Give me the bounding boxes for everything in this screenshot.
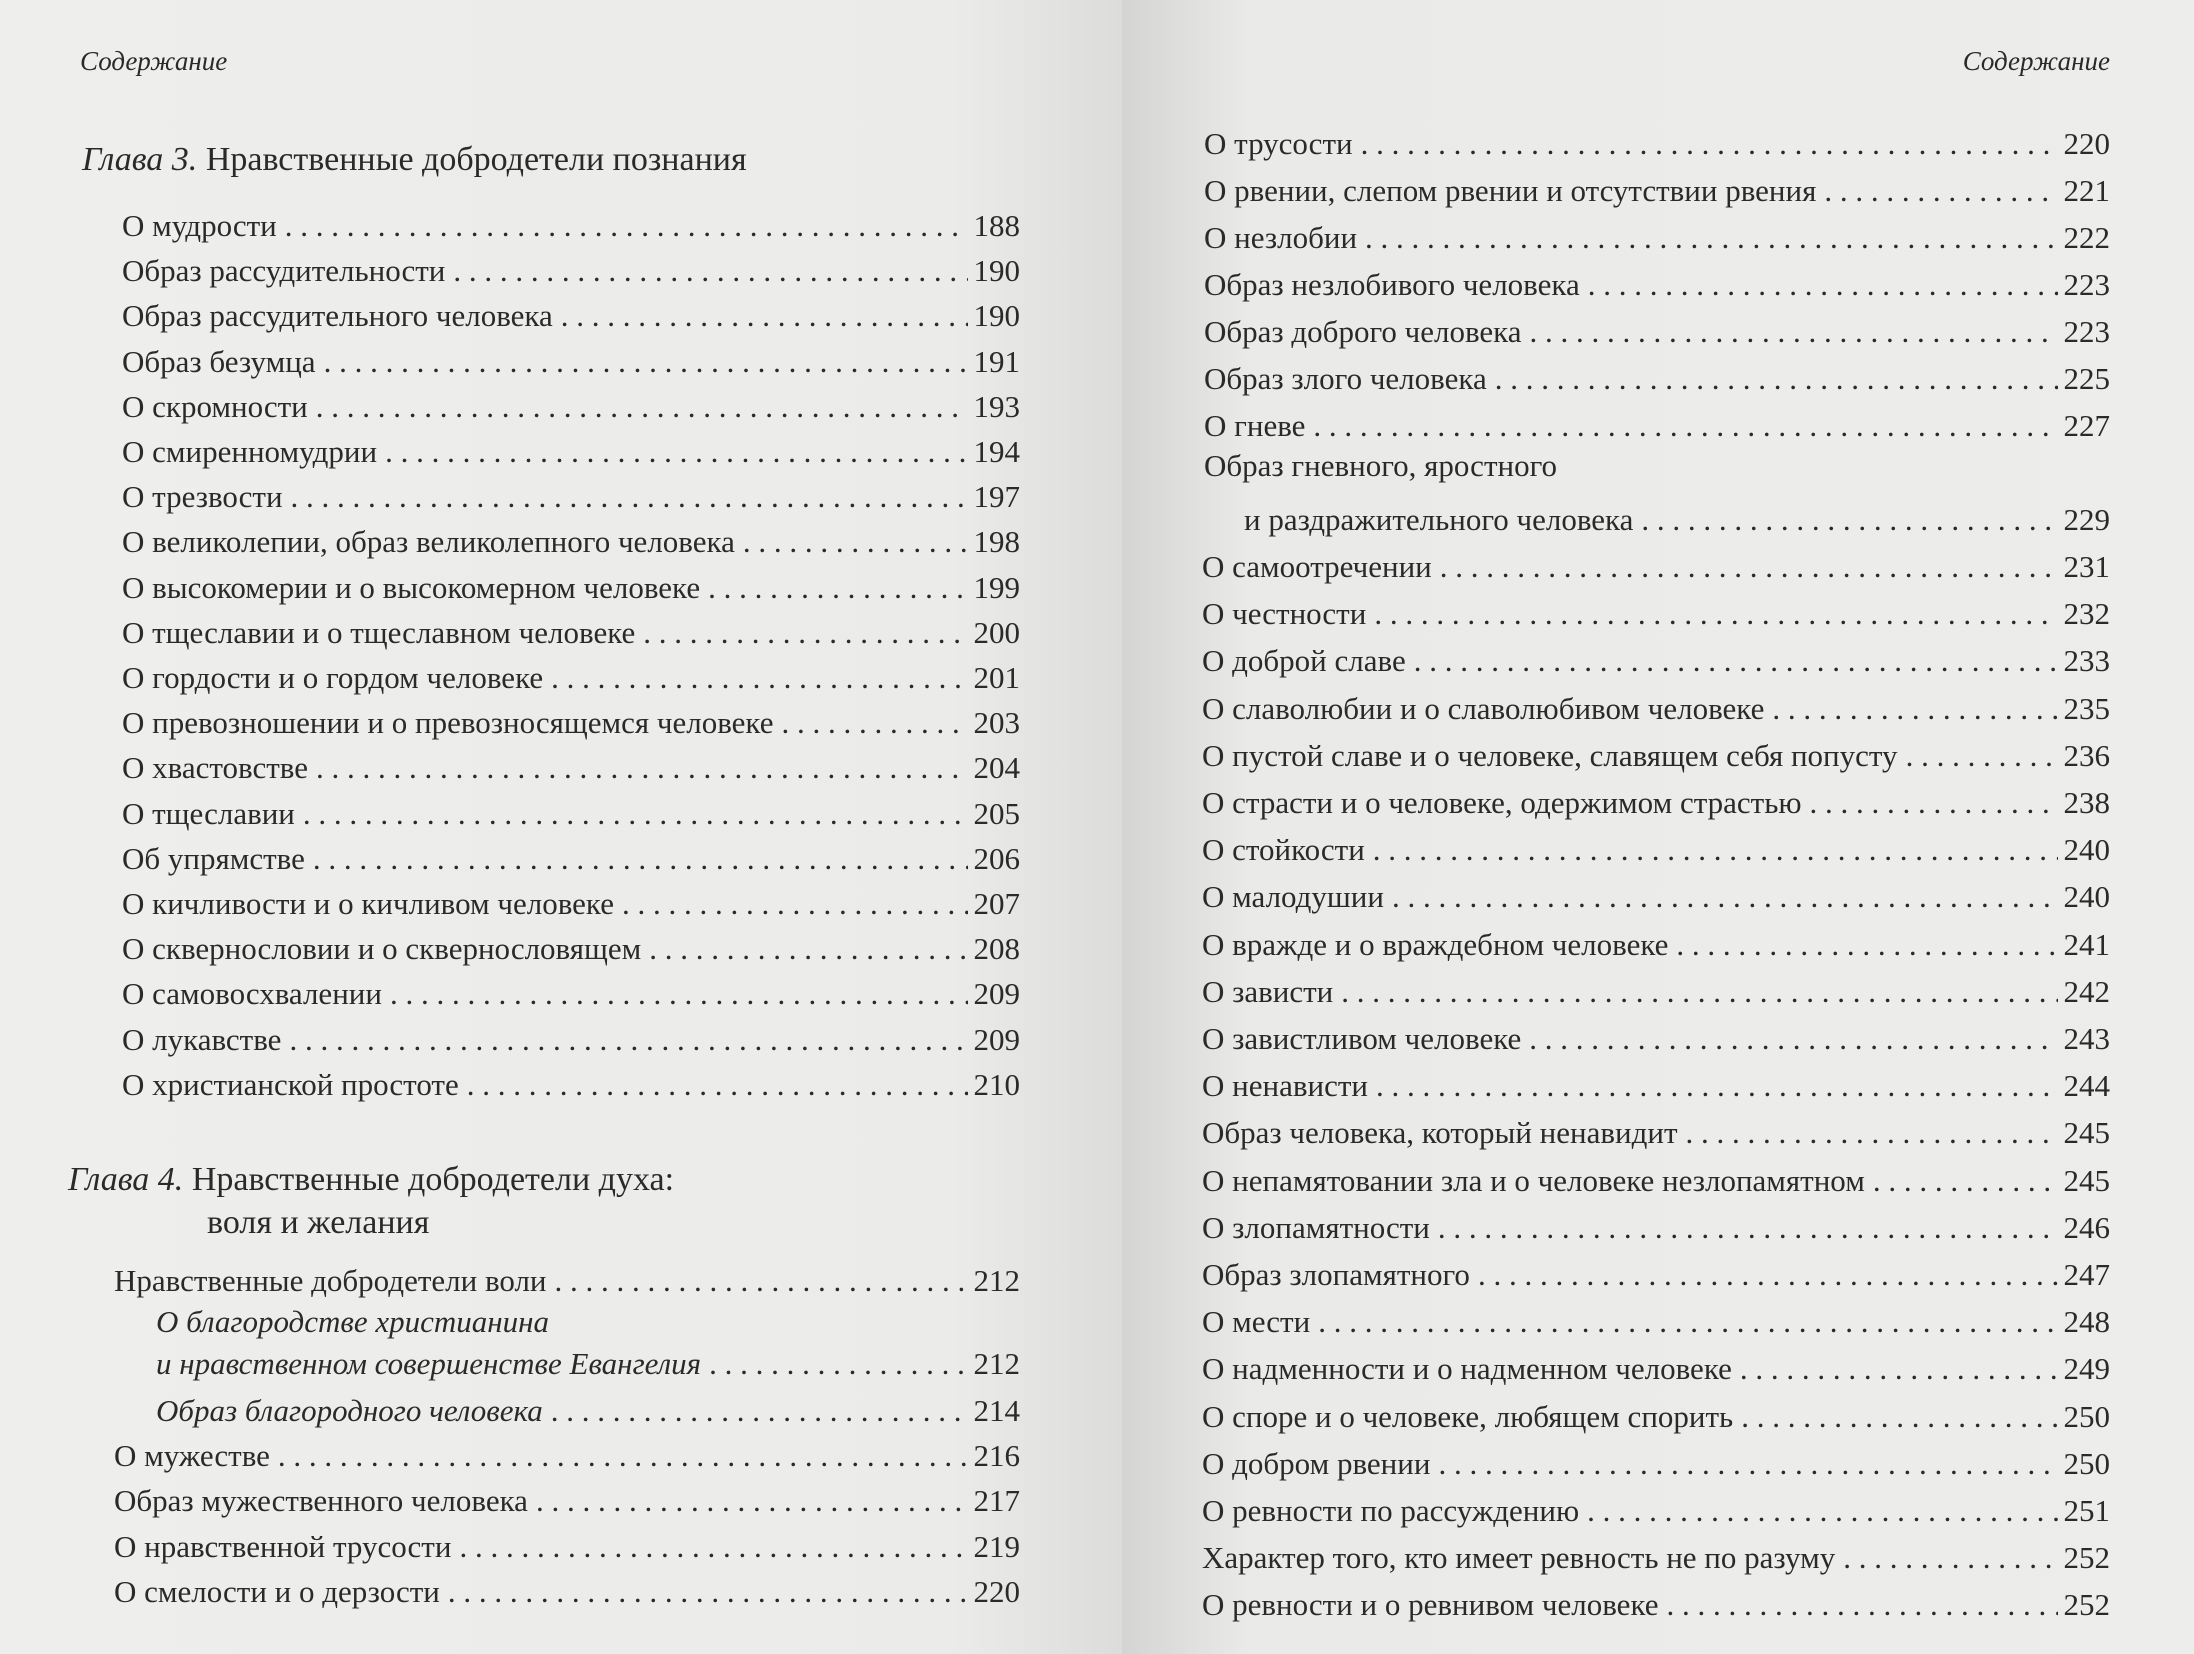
- toc-entry: [122, 471, 1020, 515]
- entry-title: О гордости и о гордом человеке: [122, 660, 544, 695]
- leader-dots: [1740, 1351, 2058, 1387]
- entry-title: Образ мужественного человека: [114, 1483, 528, 1519]
- toc-entry: [122, 788, 1020, 832]
- toc-entry: [1204, 306, 2110, 350]
- leader-dots: [316, 750, 968, 786]
- entry-title: Образ безумца: [122, 343, 316, 379]
- toc-entry: [1202, 1532, 2110, 1576]
- leader-dots: [1641, 502, 2057, 538]
- toc-entry: [156, 1338, 1020, 1382]
- page-number: 206: [973, 840, 1020, 876]
- entry-title-line-1: О благородстве христианина: [156, 1304, 549, 1339]
- entry-title: Образ доброго человека: [1204, 314, 1522, 349]
- entry-title: и нравственном совершенстве Евангелия: [156, 1346, 702, 1381]
- toc-entry: [1204, 212, 2110, 256]
- entry-title: О самовосхвалении: [122, 976, 382, 1012]
- page-number: 244: [2063, 1068, 2110, 1104]
- toc-entry: [122, 878, 1020, 922]
- entry-title: О малодушии: [1202, 879, 1384, 915]
- page-number: 191: [973, 343, 1020, 379]
- page-number: 225: [2063, 361, 2110, 396]
- leader-dots: [551, 1393, 968, 1429]
- leader-dots: [467, 1067, 968, 1103]
- entry-title: О великолепии, образ великолепного человека: [122, 524, 735, 560]
- page-number: 193: [973, 388, 1020, 424]
- leader-dots: [1495, 361, 2058, 397]
- entry-title: О сквернословии и о сквернословящем: [122, 931, 642, 967]
- page-number: 209: [973, 976, 1020, 1012]
- entry-title: О страсти и о человеке, одержимом страстью: [1202, 785, 1802, 820]
- chapter-3-heading: [82, 136, 747, 184]
- entry-title: О христианской простоте: [122, 1066, 459, 1102]
- toc-entry: [122, 1014, 1020, 1058]
- right-page: [1122, 0, 2194, 1654]
- entry-title: О самоотречении: [1202, 549, 1432, 584]
- page-number: 252: [2063, 1540, 2110, 1576]
- toc-entry: [122, 652, 1020, 696]
- toc-entry: [1202, 777, 2110, 821]
- toc-entry: [122, 426, 1020, 470]
- toc-entry: [122, 516, 1020, 560]
- leader-dots: [1824, 173, 2057, 209]
- chapter-number: Глава 4.: [68, 1161, 184, 1198]
- entry-title: О тщеславии и о тщеславном человеке: [122, 614, 636, 650]
- entry-title: О пустой славе и о человеке, славящем себя попусту: [1202, 737, 1898, 773]
- page-number: 207: [973, 886, 1020, 921]
- page-number: 236: [2063, 737, 2110, 773]
- page-number: 220: [973, 1573, 1020, 1609]
- toc-entry: [1202, 1060, 2110, 1104]
- entry-title: О добром рвении: [1202, 1445, 1431, 1481]
- leader-dots: [555, 1263, 968, 1299]
- toc-entry: [1202, 1107, 2110, 1151]
- page-number: 241: [2063, 926, 2110, 962]
- entry-title: О рвении, слепом рвении и отсутствии рвения: [1204, 173, 1817, 208]
- page-number: 231: [2063, 549, 2110, 584]
- entry-title: Образ благородного человека: [156, 1393, 543, 1428]
- leader-dots: [561, 298, 968, 334]
- entry-title-line-1: Образ гневного, яростного: [1204, 448, 1558, 483]
- entry-title: Образ рассудительного человека: [122, 298, 553, 334]
- toc-entry: [122, 607, 1020, 651]
- page-number: 250: [2063, 1398, 2110, 1434]
- page-number: 221: [2063, 173, 2110, 208]
- page-number: 233: [2063, 643, 2110, 679]
- page-number: 245: [2063, 1162, 2110, 1198]
- toc-entry: [114, 1475, 1020, 1519]
- entry-title: О злопамятности: [1202, 1209, 1430, 1245]
- page-number: 246: [2063, 1209, 2110, 1245]
- page-number: 208: [973, 931, 1020, 967]
- entry-title: О скромности: [122, 388, 308, 424]
- entry-title: О стойкости: [1202, 832, 1365, 868]
- page-number: 240: [2063, 879, 2110, 915]
- entry-title: О споре и о человеке, любящем спорить: [1202, 1398, 1734, 1434]
- leader-dots: [385, 434, 967, 470]
- page-number: 248: [2063, 1304, 2110, 1340]
- page-number: 200: [973, 614, 1020, 650]
- toc-entry: [122, 381, 1020, 425]
- entry-title: О ревности по рассуждению: [1202, 1493, 1580, 1528]
- page-number: 203: [973, 705, 1020, 741]
- toc-entry: [122, 336, 1020, 380]
- leader-dots: [1588, 267, 2058, 303]
- toc-entry: [114, 1566, 1020, 1610]
- page-number: 217: [973, 1483, 1020, 1519]
- toc-entry: [122, 200, 1020, 244]
- leader-dots: [1772, 691, 2057, 727]
- leader-dots: [448, 1574, 968, 1610]
- page-number: 190: [973, 253, 1020, 289]
- leader-dots: [1686, 1115, 2058, 1151]
- entry-title: О завистливом человеке: [1202, 1021, 1522, 1056]
- leader-dots: [1440, 549, 2058, 585]
- page-number: 247: [2063, 1257, 2110, 1292]
- leader-dots: [1873, 1163, 2058, 1199]
- toc-entry: [1202, 1579, 2110, 1623]
- entry-title: О честности: [1202, 596, 1367, 632]
- toc-entry: [122, 968, 1020, 1012]
- leader-dots: [708, 570, 967, 606]
- page-number: 212: [973, 1346, 1020, 1381]
- toc-entry: [122, 245, 1020, 289]
- leader-dots: [303, 796, 968, 832]
- toc-entry: [114, 1521, 1020, 1565]
- entry-title: О непамятовании зла и о человеке незлопамятном: [1202, 1162, 1865, 1198]
- page-number: 197: [973, 479, 1020, 515]
- toc-entry: [122, 562, 1020, 606]
- toc-entry: [1202, 1249, 2110, 1293]
- entry-title: Образ рассудительности: [122, 253, 446, 289]
- toc-entry: [114, 1430, 1020, 1474]
- page-number: 209: [973, 1021, 1020, 1057]
- toc-entry: [1202, 1485, 2110, 1529]
- entry-title: Характер того, кто имеет ревность не по разуму: [1202, 1540, 1836, 1576]
- entry-title: О лукавстве: [122, 1021, 282, 1057]
- toc-entry: [1202, 1202, 2110, 1246]
- toc-entry: [1202, 541, 2110, 585]
- toc-entry: [1204, 165, 2110, 209]
- leader-dots: [1318, 1304, 2057, 1340]
- page-number: 199: [973, 569, 1020, 605]
- entry-title: О смиренномудрии: [122, 434, 378, 469]
- leader-dots: [1361, 126, 2058, 162]
- leader-dots: [622, 886, 968, 922]
- leader-dots: [1529, 1021, 2057, 1057]
- toc-entry: [1204, 259, 2110, 303]
- leader-dots: [1906, 738, 2058, 774]
- leader-dots: [1587, 1493, 2057, 1529]
- entry-title: О незлобии: [1204, 220, 1358, 255]
- entry-title: О мести: [1202, 1304, 1311, 1340]
- leader-dots: [551, 660, 967, 696]
- toc-entry: [1202, 635, 2110, 679]
- toc-entry: [1202, 871, 2110, 915]
- page-number: 251: [2063, 1493, 2110, 1528]
- toc-entry: [122, 742, 1020, 786]
- page-number: 238: [2063, 785, 2110, 820]
- toc-entry: [1202, 1155, 2110, 1199]
- leader-dots: [1392, 879, 2058, 915]
- leader-dots: [743, 524, 968, 560]
- toc-entry: [1202, 1438, 2110, 1482]
- entry-title: О мужестве: [114, 1438, 270, 1473]
- page-number: 232: [2063, 596, 2110, 632]
- page-number: 229: [2063, 502, 2110, 537]
- entry-title: О зависти: [1202, 973, 1334, 1009]
- entry-title: О доброй славе: [1202, 643, 1406, 679]
- leader-dots: [1843, 1540, 2057, 1576]
- entry-title: О гневе: [1204, 408, 1306, 443]
- chapter-title: Нравственные добродетели познания: [205, 141, 747, 178]
- entry-title: О высокомерии и о высокомерном человеке: [122, 569, 701, 605]
- entry-title: Образ злого человека: [1204, 361, 1487, 396]
- leader-dots: [289, 1022, 967, 1058]
- toc-entry: [114, 1255, 1020, 1299]
- entry-title: Нравственные добродетели воли: [114, 1263, 547, 1298]
- page-number: 249: [2063, 1351, 2110, 1387]
- entry-title: и раздражительного человека: [1244, 502, 1634, 537]
- toc-entry: [1202, 966, 2110, 1010]
- leader-dots: [536, 1483, 968, 1519]
- page-number: 223: [2063, 314, 2110, 349]
- leader-dots: [453, 253, 967, 289]
- toc-entry: [1202, 683, 2110, 727]
- entry-title: О ненависти: [1202, 1068, 1368, 1104]
- chapter-title: Нравственные добродетели духа:: [191, 1161, 675, 1198]
- page-number: 223: [2063, 267, 2110, 302]
- page-number: 222: [2063, 220, 2110, 255]
- leader-dots: [1530, 314, 2058, 350]
- leader-dots: [1313, 408, 2057, 444]
- leader-dots: [1376, 1068, 2058, 1104]
- toc-entry: [1202, 1391, 2110, 1435]
- toc-entry: [1202, 1343, 2110, 1387]
- toc-entry: [1202, 1296, 2110, 1340]
- toc-entry: [122, 833, 1020, 877]
- entry-title: О вражде и о враждебном человеке: [1202, 926, 1669, 962]
- page-number: 227: [2063, 408, 2110, 443]
- entry-title: О мудрости: [122, 208, 277, 243]
- toc-entry: [1204, 353, 2110, 397]
- entry-title: О трусости: [1204, 126, 1353, 161]
- leader-dots: [1414, 643, 2058, 679]
- page-number: 188: [973, 208, 1020, 243]
- leader-dots: [278, 1438, 968, 1474]
- toc-entry: [122, 923, 1020, 967]
- leader-dots: [285, 208, 968, 244]
- page-number: 205: [973, 795, 1020, 831]
- entry-title: Образ злопамятного: [1202, 1257, 1470, 1292]
- page-number: 243: [2063, 1021, 2110, 1056]
- leader-dots: [1438, 1210, 2058, 1246]
- page-number: 216: [973, 1438, 1020, 1473]
- page-number: 220: [2063, 126, 2110, 161]
- entry-title: О хвастовстве: [122, 750, 308, 786]
- leader-dots: [313, 841, 968, 877]
- leader-dots: [291, 479, 968, 515]
- toc-entry: [1202, 1013, 2110, 1057]
- page-number: 190: [973, 298, 1020, 334]
- chapter-4-heading: [68, 1156, 674, 1204]
- page-number: 245: [2063, 1115, 2110, 1151]
- leader-dots: [649, 931, 967, 967]
- page-number: 198: [973, 524, 1020, 560]
- entry-title: О трезвости: [122, 479, 283, 515]
- toc-entry: [1202, 919, 2110, 963]
- entry-title: О тщеславии: [122, 795, 295, 831]
- running-header: Содержание: [80, 46, 228, 76]
- running-header: Содержание: [1962, 46, 2110, 76]
- toc-entry: [122, 697, 1020, 741]
- chapter-number: Глава 3.: [82, 141, 198, 178]
- page-number: 252: [2063, 1587, 2110, 1623]
- entry-title: О превозношении и о превозносящемся человеке: [122, 705, 774, 741]
- page-number: 250: [2063, 1445, 2110, 1481]
- leader-dots: [1373, 832, 2058, 868]
- toc-entry: [1202, 588, 2110, 632]
- entry-title: О славолюбии и о славолюбивом человеке: [1202, 690, 1765, 726]
- toc-entry: [1244, 494, 2110, 538]
- entry-title: О нравственной трусости: [114, 1528, 452, 1564]
- toc-entry: [1202, 730, 2110, 774]
- leader-dots: [781, 705, 967, 741]
- leader-dots: [1341, 974, 2057, 1010]
- leader-dots: [643, 615, 967, 651]
- entry-title: О кичливости и о кичливом человеке: [122, 886, 614, 921]
- entry-title: О смелости и о дерзости: [114, 1573, 440, 1609]
- leader-dots: [1676, 927, 2057, 963]
- entry-title: Об упрямстве: [122, 840, 305, 876]
- toc-entry: [122, 290, 1020, 334]
- toc-entry: [1204, 118, 2110, 162]
- leader-dots: [1810, 785, 2058, 821]
- entry-title: О надменности и о надменном человеке: [1202, 1351, 1732, 1387]
- leader-dots: [324, 344, 968, 380]
- page-number: 235: [2063, 690, 2110, 726]
- leader-dots: [1365, 220, 2057, 256]
- page-number: 240: [2063, 832, 2110, 868]
- leader-dots: [1667, 1587, 2058, 1623]
- page-number: 214: [973, 1393, 1020, 1428]
- entry-title: О ревности и о ревнивом человеке: [1202, 1587, 1659, 1623]
- page-number: 210: [973, 1066, 1020, 1102]
- leader-dots: [459, 1529, 967, 1565]
- chapter-title-line-2: воля и желания: [207, 1204, 430, 1241]
- leader-dots: [316, 389, 968, 425]
- toc-entry: [1202, 824, 2110, 868]
- page-number: 204: [973, 750, 1020, 786]
- leader-dots: [1478, 1257, 2058, 1293]
- leader-dots: [1438, 1446, 2057, 1482]
- toc-entry: [1204, 400, 2110, 444]
- page-number: 242: [2063, 973, 2110, 1009]
- toc-entry: [122, 1059, 1020, 1103]
- page-number: 219: [973, 1528, 1020, 1564]
- page-number: 212: [973, 1263, 1020, 1298]
- page-number: 194: [973, 434, 1020, 469]
- entry-title: Образ незлобивого человека: [1204, 267, 1580, 302]
- entry-title: Образ человека, который ненавидит: [1202, 1115, 1678, 1151]
- toc-entry: [156, 1385, 1020, 1429]
- leader-dots: [1741, 1399, 2057, 1435]
- leader-dots: [390, 976, 968, 1012]
- page-number: 201: [973, 660, 1020, 695]
- leader-dots: [1374, 596, 2057, 632]
- leader-dots: [709, 1346, 967, 1382]
